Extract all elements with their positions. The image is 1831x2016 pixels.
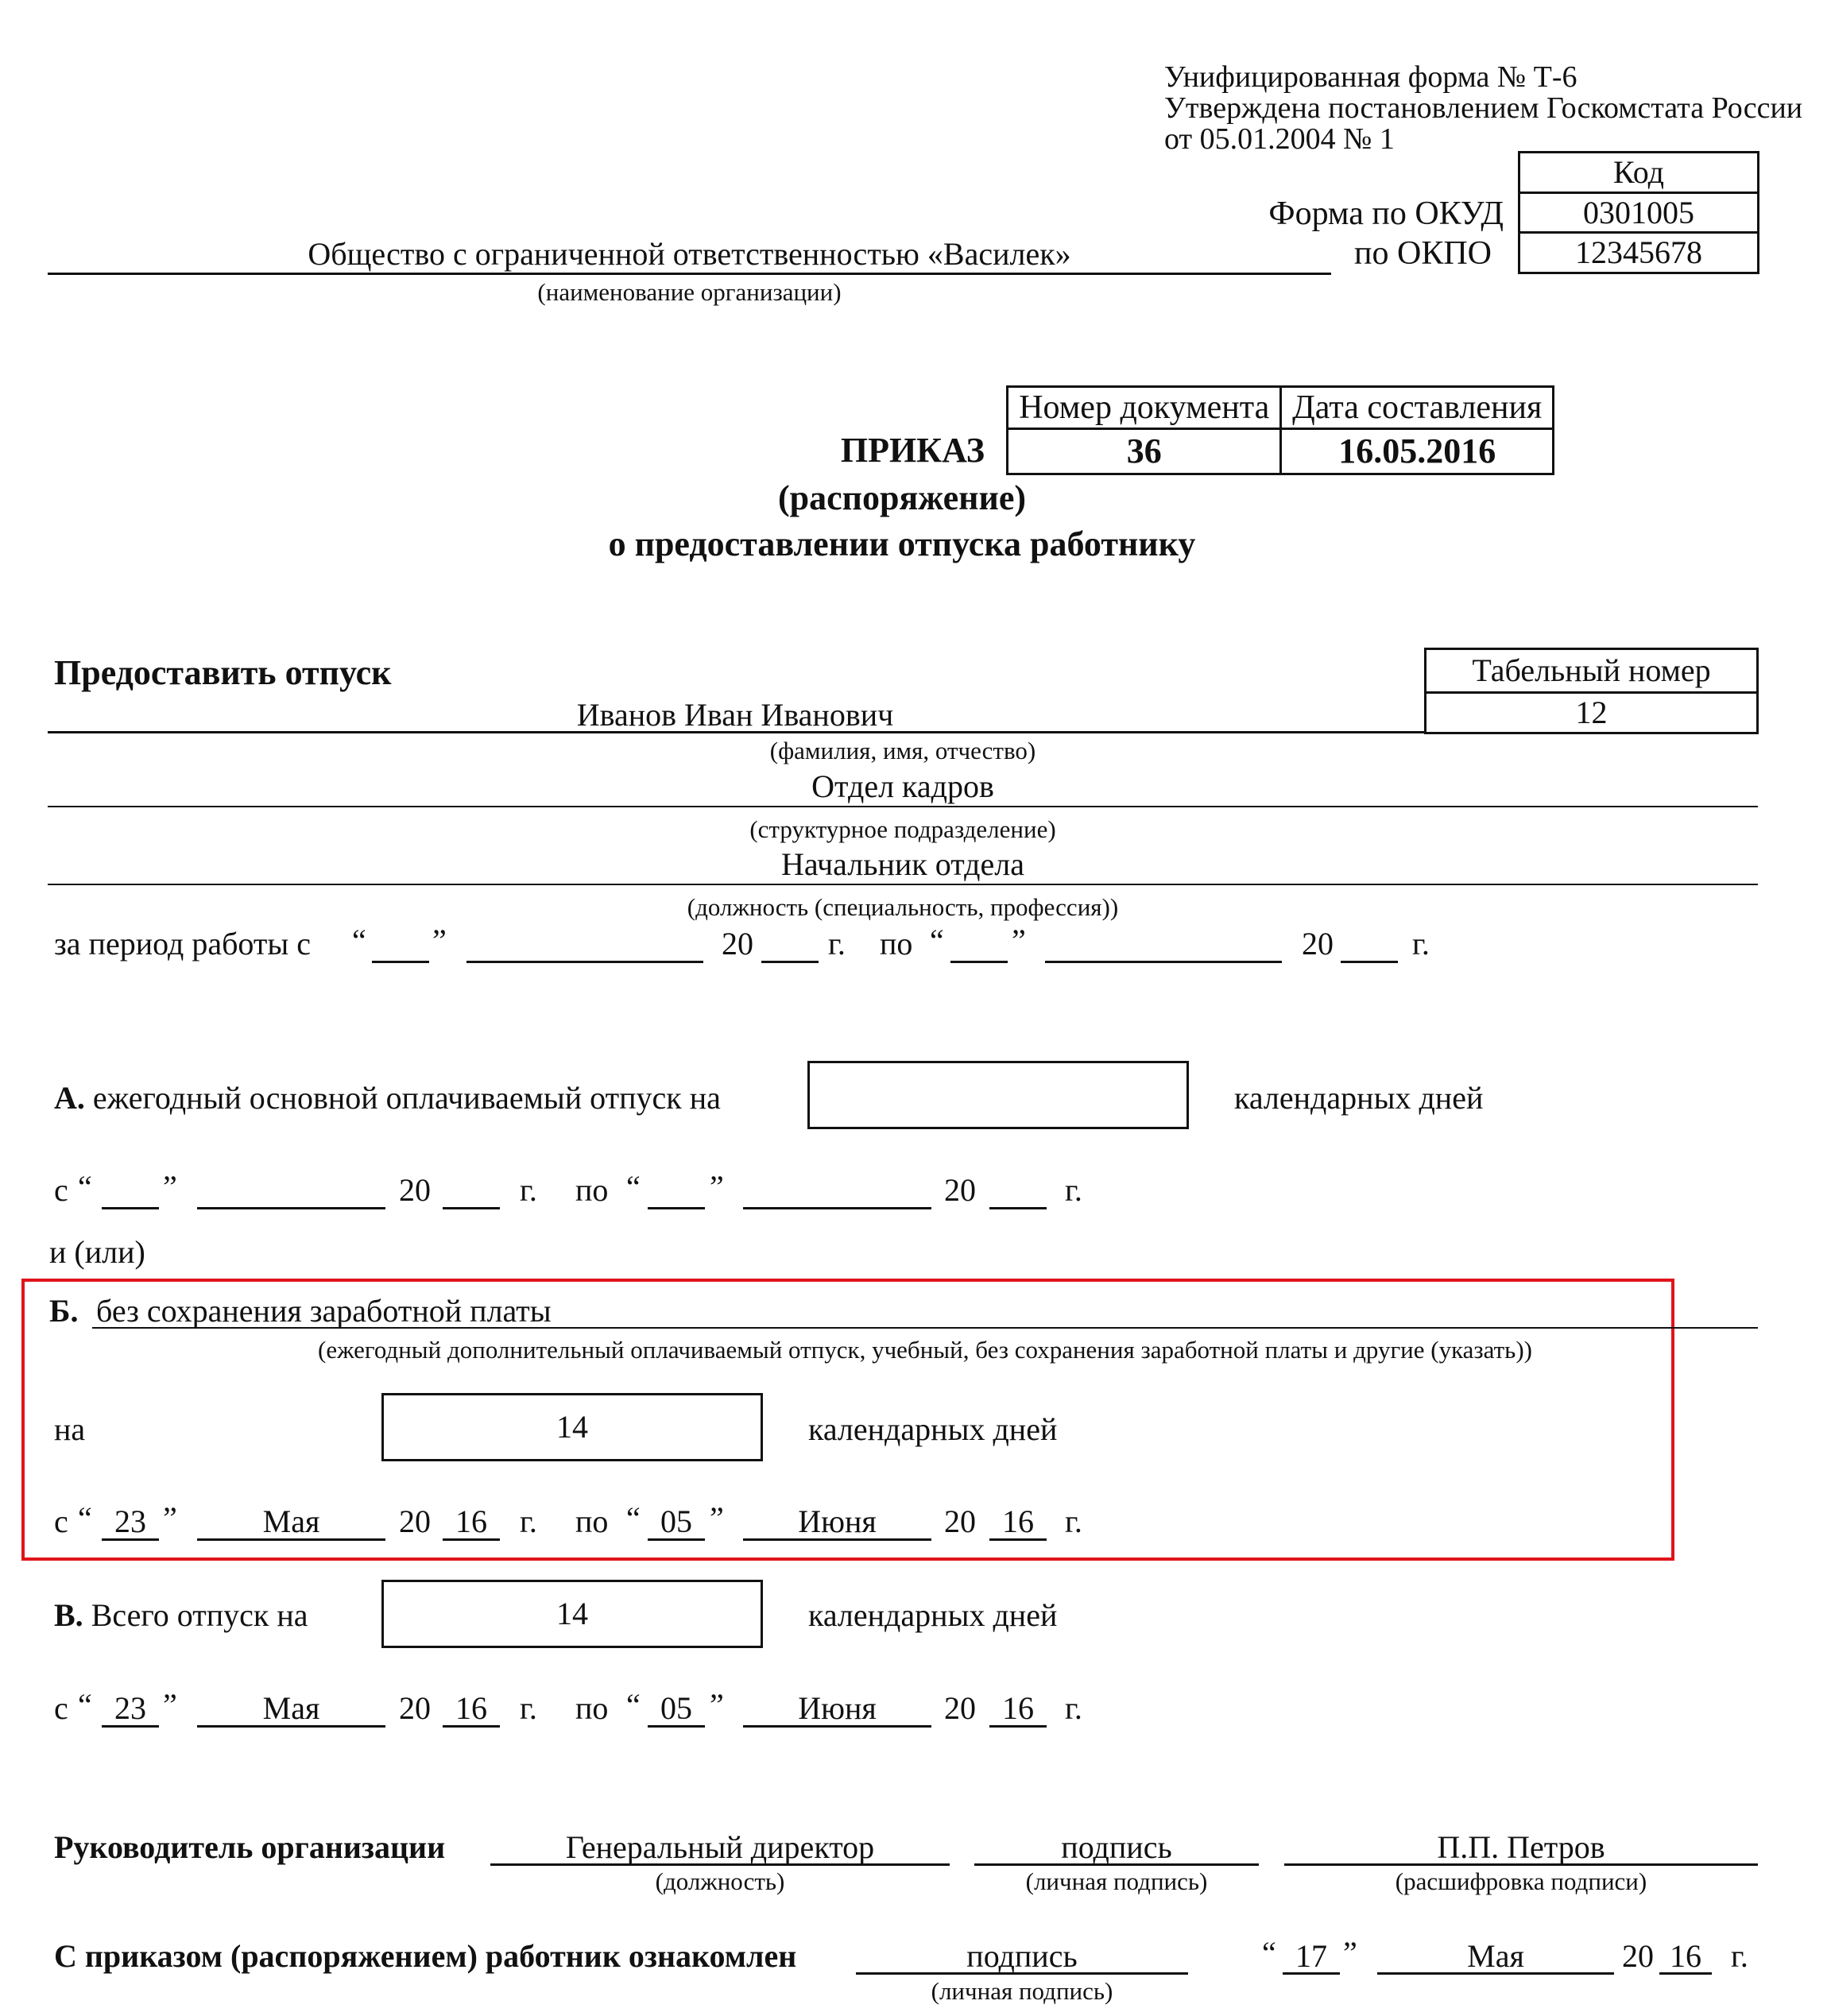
section-a-from-day-blank	[102, 1207, 159, 1209]
employee-signature: подпись	[966, 1938, 1078, 1974]
head-name-underline	[1284, 1863, 1758, 1866]
document-number-header: Номер документа	[1008, 387, 1281, 429]
section-b-from-label: с	[54, 1503, 68, 1539]
section-b-to-open-quote: “	[626, 1500, 641, 1536]
document-date-header: Дата составления	[1281, 387, 1554, 429]
work-period-from-month-blank	[466, 961, 703, 963]
employee-signature-underline	[856, 1972, 1188, 1975]
section-b-from-open-quote: “	[78, 1500, 92, 1536]
section-c-line	[54, 1597, 308, 1633]
tab-number: 12	[1426, 693, 1758, 733]
codes-table	[1518, 151, 1759, 274]
section-c-to-month-underline	[743, 1725, 931, 1728]
form-approval-note: Утверждена постановлением Госкомстата России	[1164, 91, 1803, 125]
ack-year-suffix: г.	[1731, 1938, 1748, 1974]
work-period-to-year-blank	[1341, 961, 1398, 963]
section-b-to-day-underline	[648, 1538, 705, 1541]
form-type-note: Унифицированная форма № Т-6	[1164, 60, 1577, 94]
section-a-from-year-prefix: 20	[399, 1172, 431, 1208]
work-period-to-year-prefix: 20	[1302, 926, 1334, 962]
ack-year-underline	[1659, 1972, 1712, 1975]
employee-name-caption: (фамилия, имя, отчество)	[769, 737, 1036, 764]
head-signature-underline	[974, 1863, 1259, 1866]
work-period-from-open-quote: “	[352, 923, 366, 958]
section-a-text: ежегодный основной оплачиваемый отпуск на	[92, 1080, 721, 1116]
tab-number-header: Табельный номер	[1426, 649, 1758, 693]
section-c-to-day-underline	[648, 1725, 705, 1728]
section-c-to-open-quote: “	[626, 1687, 641, 1723]
tab-number-table	[1424, 648, 1759, 734]
section-b-from-month: Мая	[262, 1503, 320, 1539]
employee-name: Иванов Иван Иванович	[576, 697, 894, 733]
section-c-from-year: 16	[455, 1690, 487, 1726]
ack-year-prefix: 20	[1622, 1938, 1654, 1974]
section-c-to-year-underline	[989, 1725, 1047, 1728]
section-c-from-close-quote: ”	[163, 1687, 177, 1723]
section-b-from-year-prefix: 20	[399, 1503, 431, 1539]
work-period-to-month-blank	[1045, 961, 1282, 963]
work-period-to-close-quote: ”	[1012, 923, 1026, 958]
head-signature: подпись	[1061, 1829, 1172, 1865]
section-a-to-year-prefix: 20	[944, 1172, 976, 1208]
section-b-to-year-suffix: г.	[1065, 1503, 1082, 1539]
department-caption: (структурное подразделение)	[749, 815, 1056, 843]
section-b-from-year-suffix: г.	[520, 1503, 537, 1539]
section-c-from-day: 23	[114, 1690, 146, 1726]
section-a-from-year-blank	[443, 1207, 500, 1209]
work-period-from-close-quote: ”	[432, 923, 447, 958]
section-b-to-year-underline	[989, 1538, 1047, 1541]
form-approval-date: от 05.01.2004 № 1	[1164, 122, 1395, 156]
section-c-letter: В.	[54, 1597, 83, 1633]
position-underline	[48, 884, 1758, 885]
organization-underline	[48, 273, 1331, 275]
employee-name-underline	[48, 731, 1424, 733]
section-b-type-caption: (ежегодный дополнительный оплачиваемый отпуск, учебный, без сохранения заработной платы и другие (указать))	[318, 1336, 1532, 1364]
section-a-letter: А.	[54, 1080, 85, 1116]
section-c-from-label: с	[54, 1690, 68, 1726]
section-a-from-year-suffix: г.	[520, 1172, 537, 1208]
section-b-letter: Б.	[49, 1293, 79, 1329]
section-c-to-close-quote: ”	[710, 1687, 724, 1723]
and-or-label: и (или)	[49, 1234, 145, 1270]
section-a-to-close-quote: ”	[710, 1169, 724, 1205]
organization-name: Общество с ограниченной ответственностью «Василек»	[308, 236, 1071, 272]
head-signature-caption: (личная подпись)	[1025, 1867, 1208, 1895]
section-a-line	[54, 1082, 721, 1114]
grant-leave-label: Предоставить отпуск	[54, 653, 392, 692]
section-b-to-year: 16	[1002, 1503, 1034, 1539]
head-label: Руководитель организации	[54, 1829, 446, 1865]
ack-year: 16	[1670, 1938, 1701, 1974]
section-c-days-box: 14	[381, 1580, 763, 1648]
section-a-from-label: с	[54, 1172, 68, 1208]
section-c-from-year-underline	[443, 1725, 500, 1728]
section-b-on-label: на	[54, 1411, 86, 1447]
ack-month: Мая	[1467, 1938, 1524, 1974]
ack-day: 17	[1295, 1938, 1327, 1974]
section-a-days-label: календарных дней	[1234, 1080, 1484, 1116]
section-b-from-year: 16	[455, 1503, 487, 1539]
work-period-from-year-suffix: г.	[828, 926, 846, 962]
section-b-days-box: 14	[381, 1393, 763, 1461]
section-b-from-day: 23	[114, 1503, 146, 1539]
section-c-to-label: по	[575, 1690, 609, 1726]
section-c-from-year-suffix: г.	[520, 1690, 537, 1726]
section-b-to-label: по	[575, 1503, 609, 1539]
head-name-caption: (расшифровка подписи)	[1395, 1867, 1647, 1895]
ack-month-underline	[1377, 1972, 1614, 1975]
work-period-to-open-quote: “	[930, 923, 944, 958]
section-a-to-label: по	[575, 1172, 609, 1208]
code-header: Код	[1519, 153, 1759, 193]
work-period-from-year-blank	[761, 961, 819, 963]
section-b-from-close-quote: ”	[163, 1500, 177, 1536]
work-period-from-day-blank	[372, 961, 429, 963]
employee-department: Отдел кадров	[811, 768, 994, 804]
document-table	[1006, 385, 1554, 475]
section-a-to-year-blank	[989, 1207, 1047, 1209]
section-b-to-day: 05	[660, 1503, 692, 1539]
section-c-text: Всего отпуск на	[91, 1597, 308, 1633]
work-period-label: за период работы с	[54, 926, 312, 962]
work-period-to-label: по	[880, 926, 913, 962]
document-date: 16.05.2016	[1281, 429, 1554, 474]
section-c-from-month-underline	[197, 1725, 385, 1728]
section-c-to-month: Июня	[798, 1690, 877, 1726]
department-underline	[48, 806, 1758, 807]
ack-day-underline	[1283, 1972, 1340, 1975]
ack-date-open-quote: “	[1262, 1935, 1276, 1971]
document-title: ПРИКАЗ	[840, 431, 985, 470]
employee-position: Начальник отдела	[781, 846, 1024, 882]
section-b-type-underline	[92, 1327, 1758, 1329]
section-b-to-close-quote: ”	[710, 1500, 724, 1536]
section-a-to-open-quote: “	[626, 1169, 641, 1205]
section-a-from-month-blank	[197, 1207, 385, 1209]
head-position-caption: (должность)	[655, 1867, 785, 1895]
section-c-to-year-suffix: г.	[1065, 1690, 1082, 1726]
work-period-from-year-prefix: 20	[722, 926, 753, 962]
section-a-to-month-blank	[743, 1207, 931, 1209]
okpo-label: по ОКПО	[1354, 235, 1492, 272]
organization-caption: (наименование организации)	[537, 278, 842, 306]
section-c-to-year: 16	[1002, 1690, 1034, 1726]
section-c-from-year-prefix: 20	[399, 1690, 431, 1726]
section-b-from-month-underline	[197, 1538, 385, 1541]
section-c-days-label: календарных дней	[808, 1597, 1058, 1633]
section-b-to-month-underline	[743, 1538, 931, 1541]
section-a-to-year-suffix: г.	[1065, 1172, 1082, 1208]
okpo-code: 12345678	[1519, 233, 1759, 273]
section-b-from-day-underline	[102, 1538, 159, 1541]
okud-code: 0301005	[1519, 193, 1759, 233]
work-period-to-year-suffix: г.	[1412, 926, 1430, 962]
employee-ack-label: С приказом (распоряжением) работник ознакомлен	[54, 1938, 797, 1974]
section-c-from-month: Мая	[262, 1690, 320, 1726]
document-number: 36	[1008, 429, 1281, 474]
section-b-from-year-underline	[443, 1538, 500, 1541]
okud-label: Форма по ОКУД	[1268, 195, 1504, 232]
section-a-from-close-quote: ”	[163, 1169, 177, 1205]
section-c-from-open-quote: “	[78, 1687, 92, 1723]
section-b-to-month: Июня	[798, 1503, 877, 1539]
employee-signature-caption: (личная подпись)	[931, 1977, 1113, 2005]
section-c-to-day: 05	[660, 1690, 692, 1726]
position-caption: (должность (специальность, профессия))	[687, 893, 1119, 921]
section-b-to-year-prefix: 20	[944, 1503, 976, 1539]
section-b-type: без сохранения заработной платы	[96, 1293, 552, 1329]
head-position: Генеральный директор	[565, 1829, 875, 1865]
section-b-days-label: календарных дней	[808, 1411, 1058, 1447]
head-name: П.П. Петров	[1437, 1829, 1605, 1865]
section-a-from-open-quote: “	[78, 1169, 92, 1205]
ack-date-close-quote: ”	[1343, 1935, 1357, 1971]
section-a-to-day-blank	[648, 1207, 705, 1209]
head-position-underline	[490, 1863, 950, 1866]
section-c-from-day-underline	[102, 1725, 159, 1728]
work-period-to-day-blank	[950, 961, 1008, 963]
section-c-to-year-prefix: 20	[944, 1690, 976, 1726]
document-subtitle: (распоряжение)	[777, 478, 1027, 517]
section-a-days-box	[807, 1061, 1189, 1129]
document-subject: о предоставлении отпуска работнику	[608, 524, 1196, 563]
